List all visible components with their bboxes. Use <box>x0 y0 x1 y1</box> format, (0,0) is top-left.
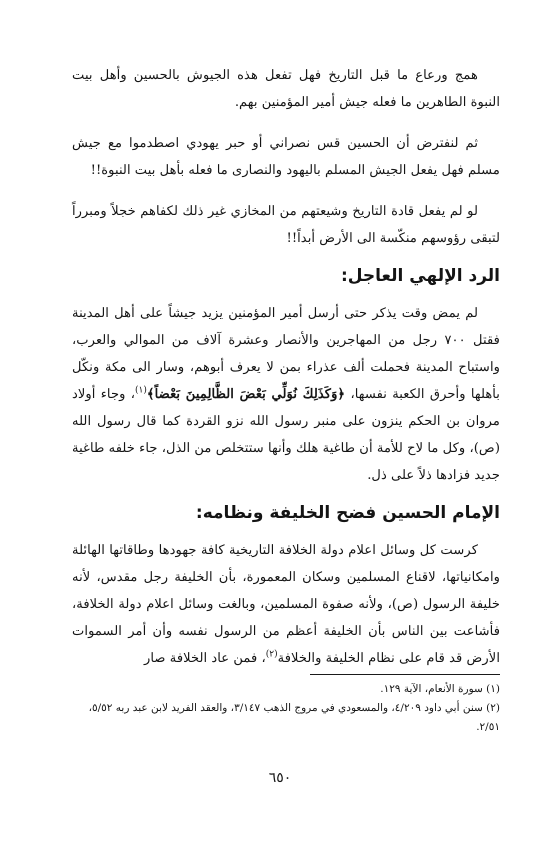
paragraph-4-text-a: لم يمض وقت يذكر حتى أرسل أمير المؤمنين يزيد جيشاً على أهل المدينة فقتل ٧٠٠ رجل من المهاجرين والأنصار وعشرة آلاف من الموالي والعرب، واستباح المدينة فحملت ألف عذراء بمن لا يعرف أبوهم، وسار الى مكة ونكّل بأهلها وأحرق الكعبة نفسها، <box>72 306 500 402</box>
footnotes <box>72 680 500 737</box>
paragraph-1: همج ورعاع ما قبل التاريخ فهل تفعل هذه الجيوش بالحسين وأهل بيت النبوة الطاهرين ما فعله جيش أمير المؤمنين بهم. <box>72 68 500 110</box>
section-heading-divine-response: الرد الإلهي العاجل: <box>340 266 500 286</box>
paragraph-2: ثم لنفترض أن الحسين قس نصراني أو حبر يهودي اصطدموا مع جيش مسلم فهل يفعل الجيش المسلم باليهود والنصارى ما فعله بأهل بيت النبوة!! <box>72 136 500 178</box>
paragraph-5-text-b: ، فمن عاد الخلافة صار <box>143 651 266 666</box>
page-number: ٦٥٠ <box>268 770 292 786</box>
section-heading-imam-hussein: الإمام الحسين فضح الخليفة ونظامه: <box>195 503 500 523</box>
paragraph-4 <box>72 300 500 489</box>
paragraph-5 <box>72 537 500 672</box>
paragraph-4-text-b: ، وجاء أولاد مروان بن الحكم ينزون على منبر رسول الله نزو القردة كما قال رسول الله (ص)، وكل ما لاح للأمة أن طاغية هلك وأنها ستتخلص من الذل، جاء خلفه طاغية جديد فزادها ذلاً على ذل. <box>72 387 500 483</box>
paragraph-5-text-a: كرست كل وسائل اعلام دولة الخلافة التاريخية كافة جهودها وطاقاتها الهائلة وامكانياتها، لاقناع المسلمين وسكان المعمورة، بأن الخليفة رجل مقدس، لأنه خليفة الرسول (ص)، ولأنه صفوة المسلمين، وبالغت وسائل اعلام دولة الخلافة، فأشاعت بين الناس بأن الخليفة أعظم من الرسول نفسه وأن أمر السموات الأرض قد قام على نظام الخليفة والخلافة <box>72 543 500 666</box>
paragraph-3: لو لم يفعل قادة التاريخ وشيعتهم من المخازي غير ذلك لكفاهم خجلاً ومبرراً لتبقى رؤوسهم منكّسة الى الأرض أبداً!! <box>72 204 500 246</box>
footnote-divider <box>310 674 500 675</box>
footnote-ref-1: (١) <box>135 385 147 396</box>
footnote-1: (١) سورة الأنعام، الآية ١٢٩. <box>380 683 500 695</box>
body-text <box>72 62 500 672</box>
quran-verse: ﴿وَكَذَلِكَ نُوَلِّي بَعْضَ الظَّالِمِينَ بَعْضاً﴾ <box>146 387 346 402</box>
footnote-2: (٢) سنن أبي داود ٤/٢٠٩، والمسعودي في مروج الذهب ٣/١٤٧، والعقد الفريد لابن عبد ربه ٥/٥٢، ٢/٥١. <box>88 702 500 733</box>
footnote-ref-2: (٢) <box>265 649 278 660</box>
